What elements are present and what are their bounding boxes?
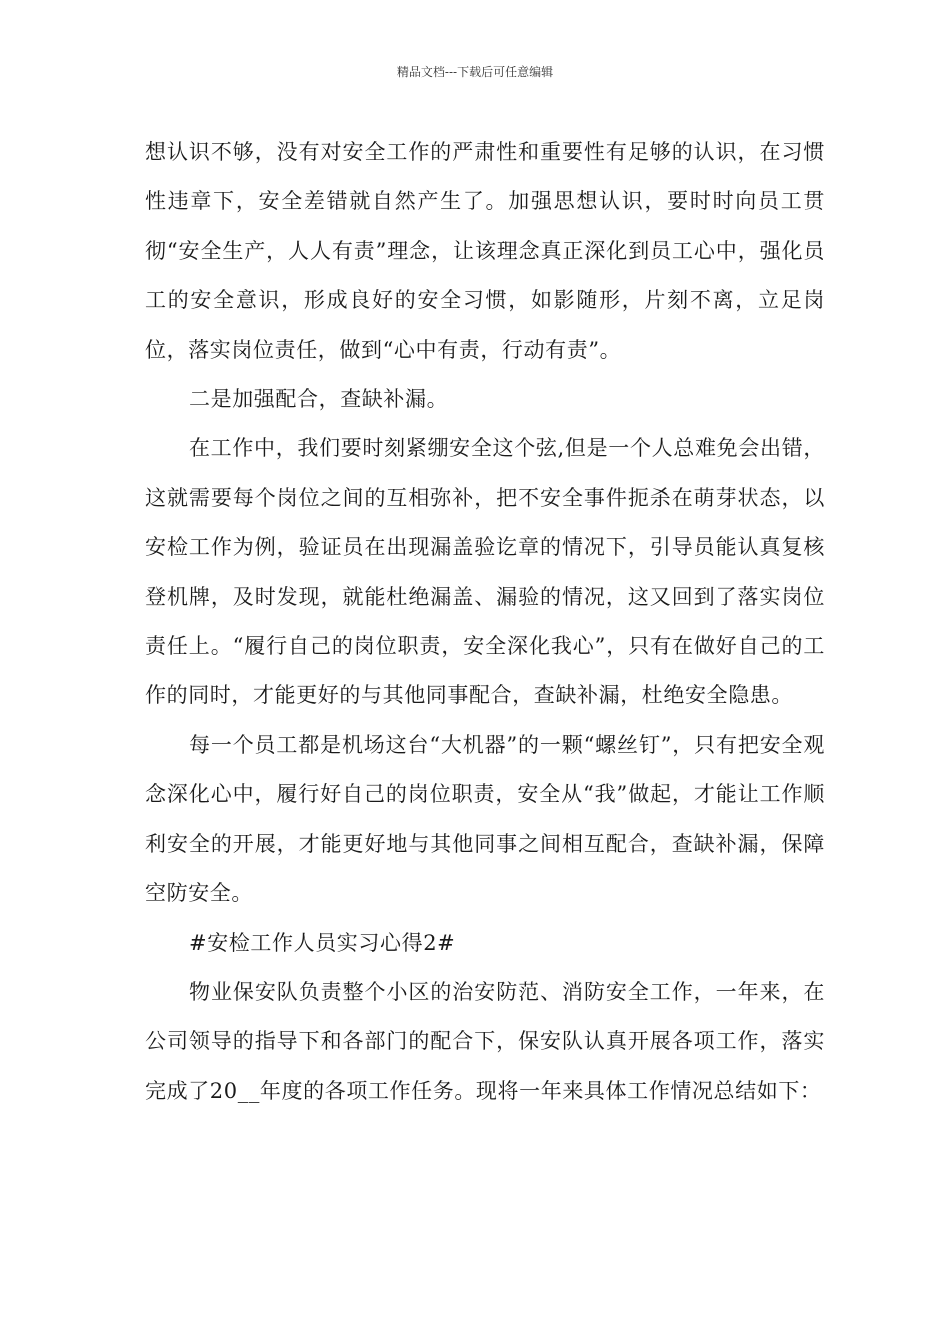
document-body [145, 128, 825, 1116]
paragraph-continuation: 想认识不够，没有对安全工作的严肃性和重要性有足够的认识，在习惯性违章下，安全差错就自然产生了。加强思想认识，要时时向员工贯彻“安全生产，人人有责”理念，让该理念真正深化到员工心中，强化员工的安全意识，形成良好的安全习惯，如影随形，片刻不离，立足岗位，落实岗位责任，做到“心中有责，行动有责”。 [145, 140, 825, 362]
paragraph: 每一个员工都是机场这台“大机器”的一颗“螺丝钉”，只有把安全观念深化心中，履行好自己的岗位职责，安全从“我”做起，才能让工作顺利安全的开展，才能更好地与其他同事之间相互配合，查缺补漏，保障空防安全。 [145, 732, 825, 906]
paragraph-article-title: #安检工作人员实习心得2# [189, 930, 456, 955]
paragraph: 物业保安队负责整个小区的治安防范、消防安全工作，一年来，在公司领导的指导下和各部门的配合下，保安队认真开展各项工作，落实完成了20__年度的各项工作任务。现将一年来具体工作情况总结如下： [145, 979, 825, 1103]
paragraph-section-heading: 二是加强配合，查缺补漏。 [189, 387, 449, 412]
page-header: 精品文档---下载后可任意编辑 [396, 65, 554, 79]
paragraph: 在工作中，我们要时刻紧绷安全这个弦,但是一个人总难免会出错，这就需要每个岗位之间的互相弥补，把不安全事件扼杀在萌芽状态，以安检工作为例，验证员在出现漏盖验讫章的情况下，引导员能认真复核登机牌，及时发现，就能杜绝漏盖、漏验的情况，这又回到了落实岗位责任上。“履行自己的岗位职责，安全深化我心”，只有在做好自己的工作的同时，才能更好的与其他同事配合，查缺补漏，杜绝安全隐患。 [145, 436, 825, 708]
